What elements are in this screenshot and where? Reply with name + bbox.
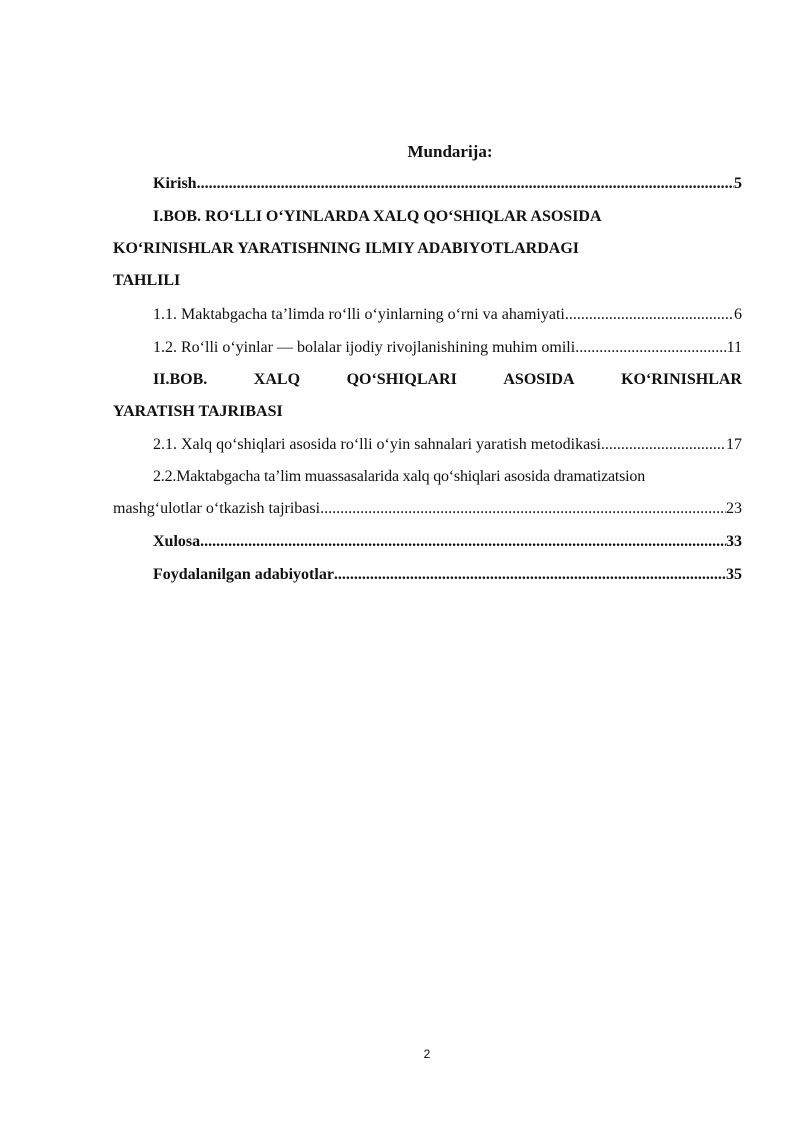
toc-entry-page: 6: [734, 306, 742, 323]
toc-entry-label: mashg‘ulotlar o‘tkazish tajribasi: [113, 500, 321, 517]
dot-leader: [601, 435, 726, 455]
toc-entry-kirish[interactable]: [153, 174, 742, 194]
dot-leader: [200, 532, 726, 552]
toc-entry-adabiyotlar[interactable]: [153, 565, 742, 585]
toc-chapter-1-line-2[interactable]: KO‘RINISHLAR YARATISHNING ILMIY ADABIYOTLARDAGI: [113, 240, 579, 257]
toc-entry-section-1-2[interactable]: [153, 338, 742, 358]
toc-entry-label: Kirish: [153, 175, 197, 192]
toc-chapter-2-word: XALQ: [253, 371, 301, 388]
toc-chapter-1-line-1[interactable]: I.BOB. RO‘LLI O‘YINLARDA XALQ QO‘SHIQLAR ASOSIDA: [153, 208, 602, 225]
toc-chapter-1-line-3[interactable]: TAHLILI: [113, 272, 181, 289]
toc-entry-label: 2.1. Xalq qo‘shiqlari asosida ro‘lli o‘yin sahnalari yaratish metodikasi: [153, 436, 601, 453]
page-number: 2: [423, 1047, 431, 1061]
toc-entry-page: 5: [734, 175, 742, 192]
toc-chapter-2-line-1[interactable]: [153, 370, 742, 390]
toc-entry-section-2-1[interactable]: [153, 435, 742, 455]
toc-entry-section-1-1[interactable]: [153, 305, 742, 325]
toc-entry-page: 23: [726, 500, 742, 517]
toc-chapter-2-word: QO‘SHIQLARI: [346, 371, 457, 388]
toc-chapter-2-word: KO‘RINISHLAR: [621, 371, 742, 388]
toc-entry-label: 1.1. Maktabgacha ta’limda ro‘lli o‘yinlarning o‘rni va ahamiyati: [153, 306, 565, 323]
toc-chapter-2-word: II.BOB.: [153, 371, 208, 388]
toc-entry-page: 33: [726, 533, 742, 550]
toc-entry-page: 17: [726, 436, 742, 453]
dot-leader: [197, 174, 734, 194]
toc-entry-label: Foydalanilgan adabiyotlar: [153, 566, 334, 583]
toc-entry-section-2-2[interactable]: [113, 499, 742, 519]
dot-leader: [565, 305, 734, 325]
toc-chapter-2-word: ASOSIDA: [503, 371, 575, 388]
toc-entry-page: 35: [726, 566, 742, 583]
toc-entry-section-2-2-line-1[interactable]: 2.2.Maktabgacha ta’lim muassasalarida xalq qo‘shiqlari asosida dramatizatsion: [153, 468, 645, 485]
toc-entry-label: Xulosa: [153, 533, 201, 550]
dot-leader: [334, 565, 726, 585]
toc-title: Mundarija:: [407, 142, 493, 161]
dot-leader: [575, 338, 726, 358]
toc-entry-page: 11: [726, 339, 742, 356]
toc-entry-xulosa[interactable]: [153, 532, 742, 552]
dot-leader: [320, 499, 726, 519]
toc-entry-label: 1.2. Ro‘lli o‘yinlar — bolalar ijodiy rivojlanishining muhim omili: [153, 339, 576, 356]
toc-chapter-2-line-2[interactable]: YARATISH TAJRIBASI: [113, 403, 283, 420]
